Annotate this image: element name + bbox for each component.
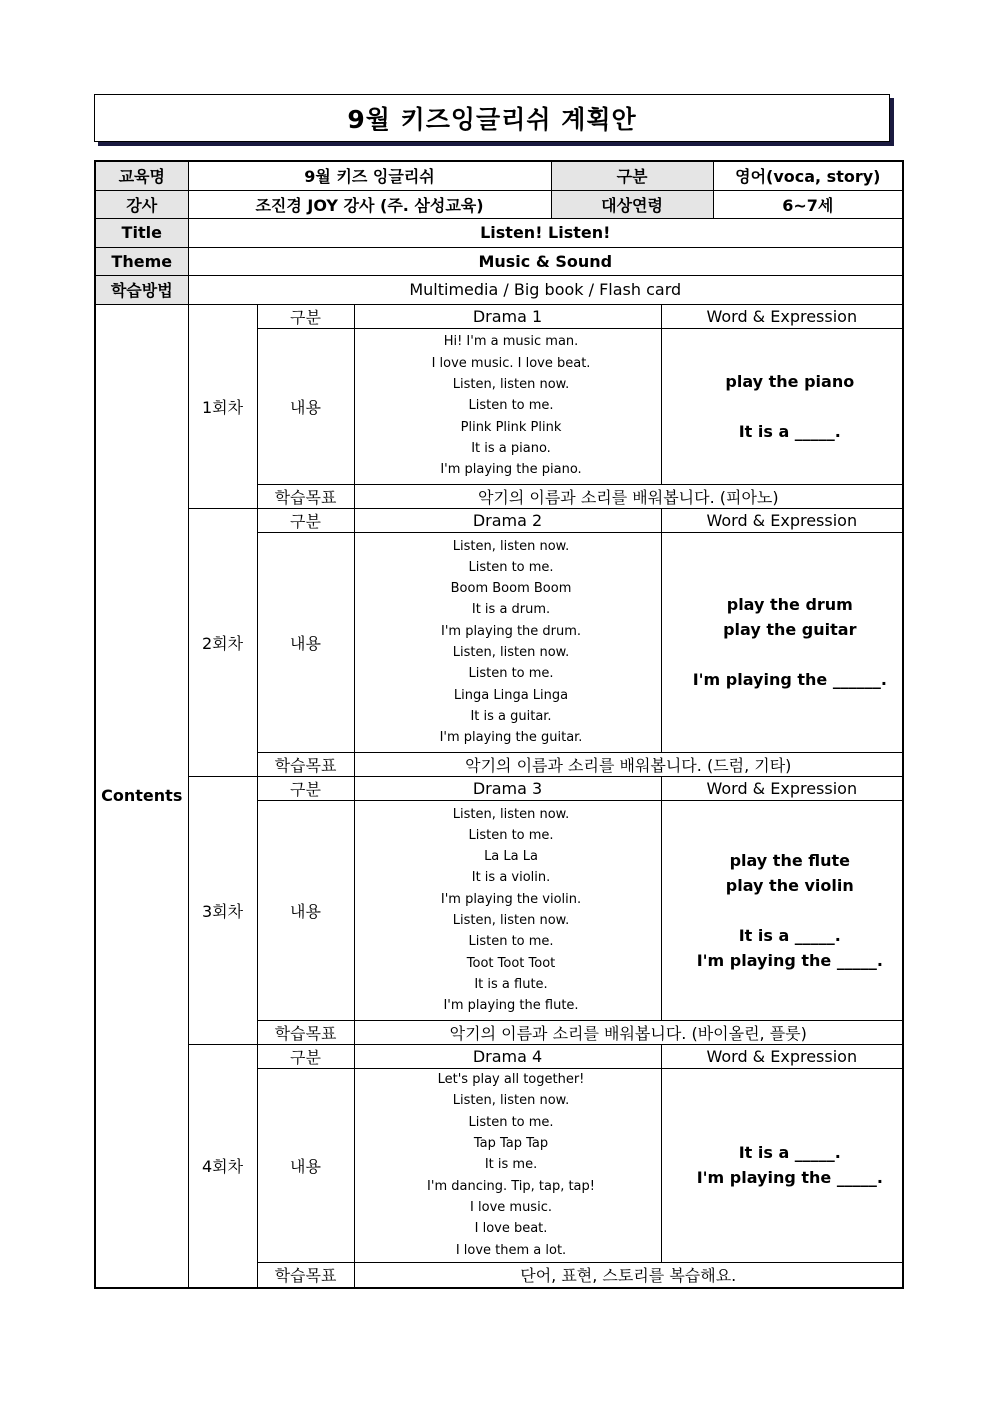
drama-line: I love beat.: [474, 1221, 548, 1237]
drama-line: Listen, listen now.: [452, 806, 570, 822]
drama-line: It is a guitar.: [470, 708, 552, 724]
learning-goal: 악기의 이름과 소리를 배워봅니다. (드럼, 기타): [354, 752, 903, 776]
word-expression-header: Word & Expression: [661, 508, 903, 532]
goal-label: 학습목표: [257, 1262, 354, 1288]
learning-goal: 악기의 이름과 소리를 배워봅니다. (피아노): [354, 484, 903, 508]
category-label: 구분: [551, 161, 713, 190]
drama-line: Hi! I'm a music man.: [443, 334, 579, 350]
word-expression-header: Word & Expression: [661, 1044, 903, 1068]
drama-lines: [354, 532, 661, 752]
course-label: 교육명: [95, 161, 188, 190]
age-value: 6~7세: [713, 190, 903, 218]
drama-line: Boom Boom Boom: [450, 581, 572, 597]
session-label: 1회차: [188, 304, 257, 508]
drama-lines: [354, 800, 661, 1020]
content-label: 내용: [257, 532, 354, 752]
category-header: 구분: [257, 508, 354, 532]
drama-line: Listen to me.: [468, 398, 554, 414]
drama-line: Listen to me.: [468, 827, 554, 843]
drama-line: Listen, listen now.: [452, 645, 570, 660]
expression: It is a _____.: [738, 421, 841, 441]
drama-header: Drama 4: [354, 1044, 661, 1068]
session-label: 3회차: [188, 776, 257, 1044]
drama-line: Listen to me.: [468, 559, 554, 575]
drama-line: It is a violin.: [471, 870, 551, 886]
drama-line: Listen, listen now.: [452, 377, 570, 393]
word-expressions: [661, 1068, 903, 1262]
drama-header: Drama 2: [354, 508, 661, 532]
drama-line: I'm playing the violin.: [440, 891, 582, 907]
learning-goal: 악기의 이름과 소리를 배워봅니다. (바이올린, 플룻): [354, 1020, 903, 1044]
expression: play the flute: [729, 850, 851, 870]
document-title: 9월 키즈잉글리쉬 계획안: [94, 94, 890, 142]
drama-line: I love them a lot.: [455, 1242, 567, 1258]
expression: play the guitar: [723, 620, 857, 639]
instructor-label: 강사: [95, 190, 188, 218]
course-value: 9월 키즈 잉글리쉬: [188, 161, 551, 190]
drama-lines: [354, 328, 661, 484]
goal-label: 학습목표: [257, 484, 354, 508]
expression-spacer: [678, 394, 903, 419]
word-expressions: [661, 800, 903, 1020]
content-label: 내용: [257, 328, 354, 484]
drama-line: Listen, listen now.: [452, 913, 570, 928]
category-value: 영어(voca, story): [713, 161, 903, 190]
drama-line: I love music. I love beat.: [431, 355, 591, 371]
drama-line: I'm playing the flute.: [443, 998, 579, 1014]
goal-label: 학습목표: [257, 752, 354, 776]
drama-line: I love music.: [470, 1199, 552, 1215]
drama-line: Let's play all together!: [437, 1072, 585, 1088]
drama-line: Tap Tap Tap: [473, 1136, 549, 1152]
session-label: 4회차: [188, 1044, 257, 1288]
learning-goal: 단어, 표현, 스토리를 복습해요.: [354, 1262, 903, 1288]
drama-line: It is a piano.: [471, 440, 551, 456]
expression-spacer: [678, 642, 903, 667]
word-expression-header: Word & Expression: [661, 776, 903, 800]
drama-line: Listen to me.: [468, 666, 554, 682]
instructor-value: 조진경 JOY 강사 (주. 삼성교육): [188, 190, 551, 218]
category-header: 구분: [257, 776, 354, 800]
content-label: 내용: [257, 1068, 354, 1262]
drama-line: I'm playing the piano.: [440, 462, 582, 478]
drama-line: It is a drum.: [471, 602, 551, 618]
expression: play the piano: [725, 371, 855, 391]
drama-line: Linga Linga Linga: [453, 687, 569, 703]
drama-lines: [354, 1068, 661, 1262]
expression: It is a _____.: [738, 925, 841, 945]
expression: play the drum: [726, 595, 853, 614]
drama-line: I'm playing the guitar.: [439, 730, 583, 746]
title-value: Listen! Listen!: [188, 218, 903, 247]
drama-line: It is a flute.: [474, 976, 548, 992]
drama-line: La La La: [484, 849, 538, 865]
contents-label: Contents: [95, 304, 188, 1288]
drama-line: Listen to me.: [468, 934, 554, 950]
expression: I'm playing the _____.: [696, 1168, 883, 1187]
method-value: Multimedia / Big book / Flash card: [188, 275, 903, 304]
theme-value: Music & Sound: [188, 247, 903, 275]
expression: play the violin: [725, 875, 854, 895]
title-label: Title: [95, 218, 188, 247]
drama-line: Listen to me.: [468, 1114, 554, 1130]
drama-line: Toot Toot Toot: [466, 955, 556, 971]
drama-line: Listen, listen now.: [452, 1093, 570, 1109]
expression: It is a _____.: [738, 1143, 841, 1162]
drama-line: Plink Plink Plink: [460, 419, 562, 435]
expression-spacer: [678, 898, 903, 923]
theme-label: Theme: [95, 247, 188, 275]
word-expressions: [661, 328, 903, 484]
age-label: 대상연령: [551, 190, 713, 218]
drama-line: I'm dancing. Tip, tap, tap!: [427, 1178, 595, 1194]
category-header: 구분: [257, 1044, 354, 1068]
plan-table: [94, 160, 904, 1289]
drama-line: Listen, listen now.: [452, 538, 570, 554]
drama-header: Drama 3: [354, 776, 661, 800]
drama-line: I'm playing the drum.: [440, 623, 582, 639]
session-label: 2회차: [188, 508, 257, 776]
method-label: 학습방법: [95, 275, 188, 304]
expression: I'm playing the _____.: [696, 950, 883, 970]
word-expressions: [661, 532, 903, 752]
word-expression-header: Word & Expression: [661, 304, 903, 328]
goal-label: 학습목표: [257, 1020, 354, 1044]
content-label: 내용: [257, 800, 354, 1020]
drama-header: Drama 1: [354, 304, 661, 328]
category-header: 구분: [257, 304, 354, 328]
expression: I'm playing the ______.: [692, 670, 887, 689]
drama-line: It is me.: [484, 1157, 538, 1173]
